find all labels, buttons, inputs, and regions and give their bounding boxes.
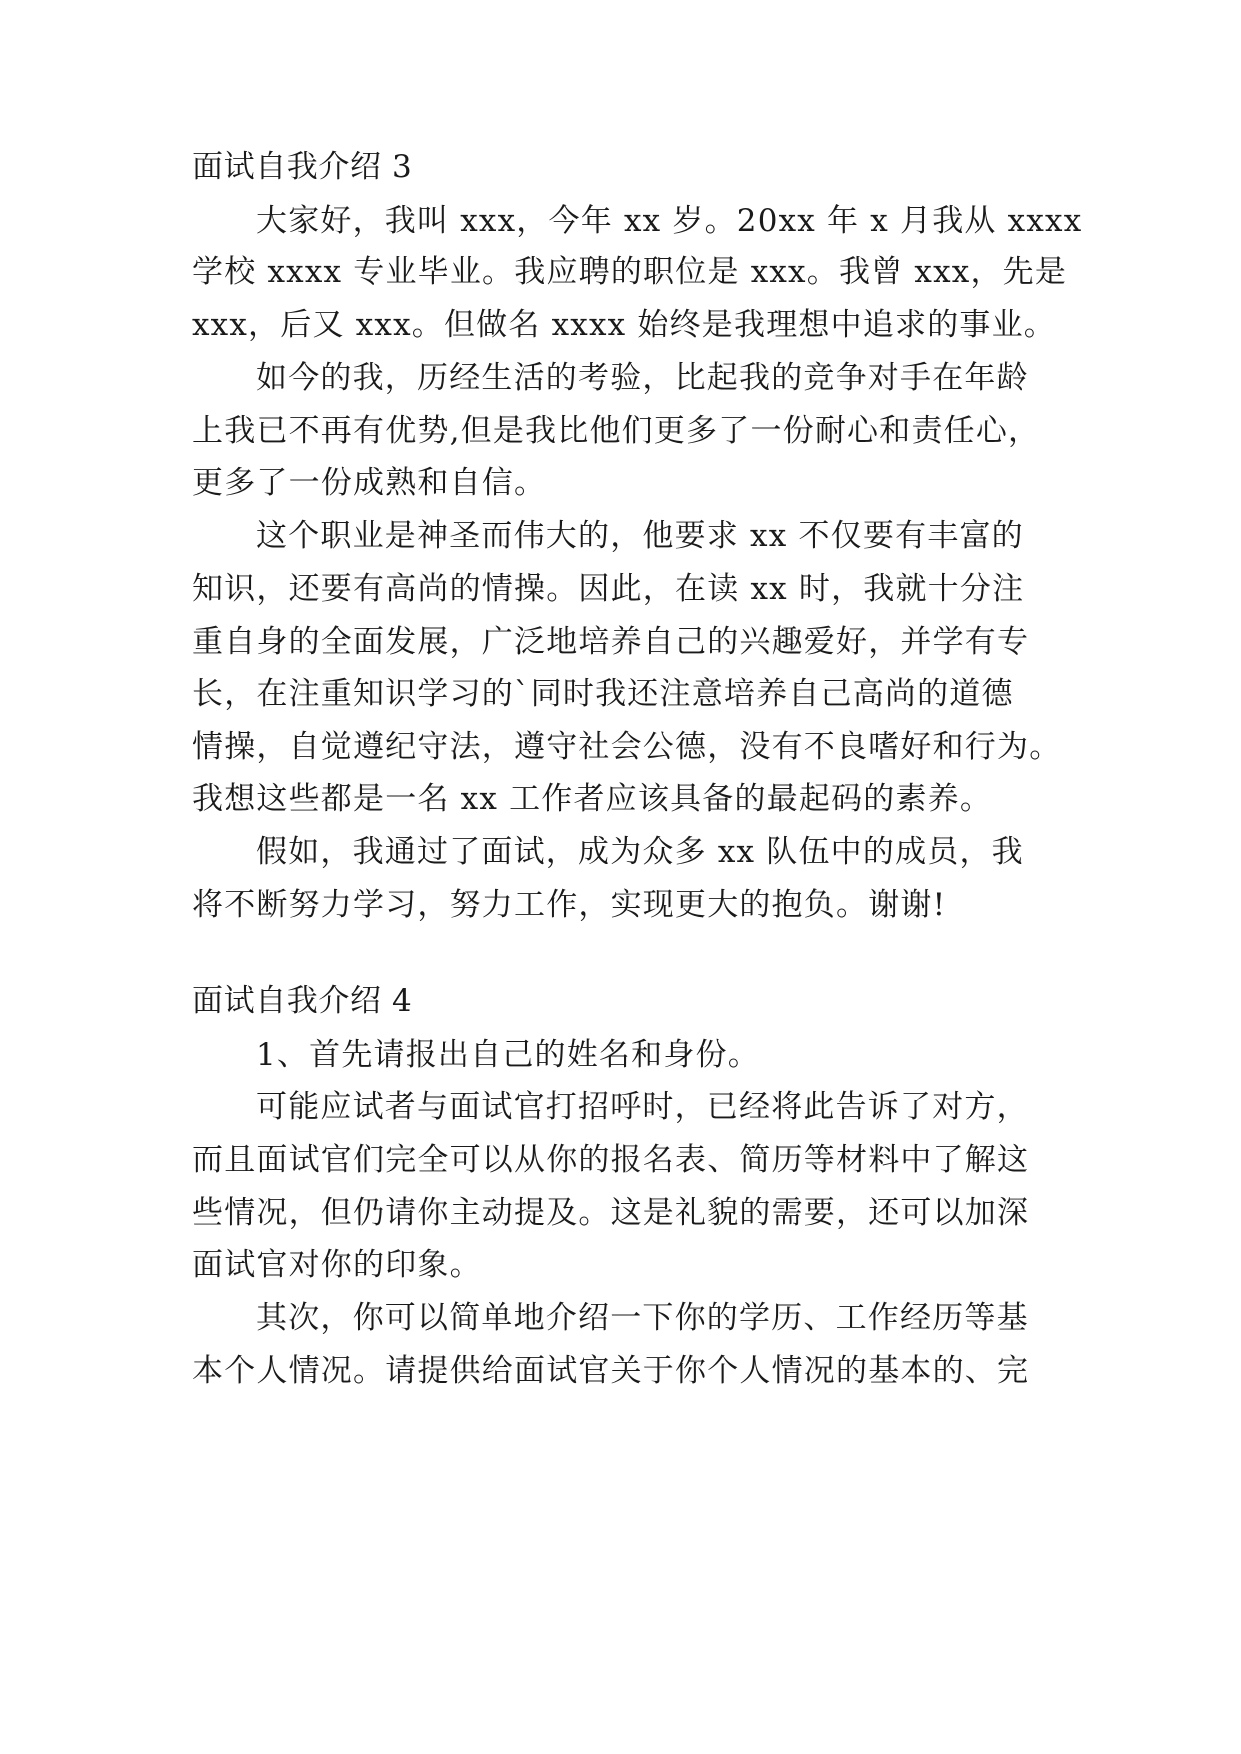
- text-line: 1、首先请报出自己的姓名和身份。: [256, 1037, 760, 1073]
- text-line: 情操，自觉遵纪守法，遵守社会公德，没有不良嗜好和行为。: [192, 729, 1062, 765]
- text-line: 其次，你可以简单地介绍一下你的学历、工作经历等基: [256, 1300, 1029, 1336]
- text-line: 而且面试官们完全可以从你的报名表、简历等材料中了解这: [192, 1142, 1030, 1178]
- text-line: 本个人情况。请提供给面试官关于你个人情况的基本的、完: [192, 1353, 1030, 1389]
- text-line: 如今的我，历经生活的考验，比起我的竞争对手在年龄: [256, 360, 1029, 396]
- text-line: 长，在注重知识学习的`同时我还注意培养自己高尚的道德: [192, 676, 1014, 712]
- text-line: 可能应试者与面试官打招呼时，已经将此告诉了对方，: [256, 1089, 1029, 1125]
- text-line: 假如，我通过了面试，成为众多 xx 队伍中的成员，我: [256, 834, 1024, 870]
- section-title: 面试自我介绍 4: [192, 983, 413, 1019]
- text-line: 上我已不再有优势,但是我比他们更多了一份耐心和责任心，: [192, 413, 1041, 449]
- text-line: 知识，还要有高尚的情操。因此，在读 xx 时，我就十分注: [192, 571, 1025, 607]
- section-title: 面试自我介绍 3: [192, 149, 413, 185]
- text-line: 这个职业是神圣而伟大的，他要求 xx 不仅要有丰富的: [256, 518, 1024, 554]
- text-line: 将不断努力学习，努力工作，实现更大的抱负。谢谢!: [192, 887, 947, 923]
- text-line: 重自身的全面发展，广泛地培养自己的兴趣爱好，并学有专: [192, 624, 1030, 660]
- text-line: 大家好，我叫 xxx，今年 xx 岁。20xx 年 x 月我从 xxxx: [256, 203, 1083, 239]
- text-line: xxx，后又 xxx。但做名 xxxx 始终是我理想中追求的事业。: [192, 307, 1056, 343]
- text-line: 些情况，但仍请你主动提及。这是礼貌的需要，还可以加深: [192, 1195, 1030, 1231]
- text-line: 面试官对你的印象。: [192, 1247, 482, 1283]
- text-line: 我想这些都是一名 xx 工作者应该具备的最起码的素养。: [192, 781, 993, 817]
- text-line: 学校 xxxx 专业毕业。我应聘的职位是 xxx。我曾 xxx，先是: [192, 254, 1068, 290]
- text-line: 更多了一份成熟和自信。: [192, 465, 547, 501]
